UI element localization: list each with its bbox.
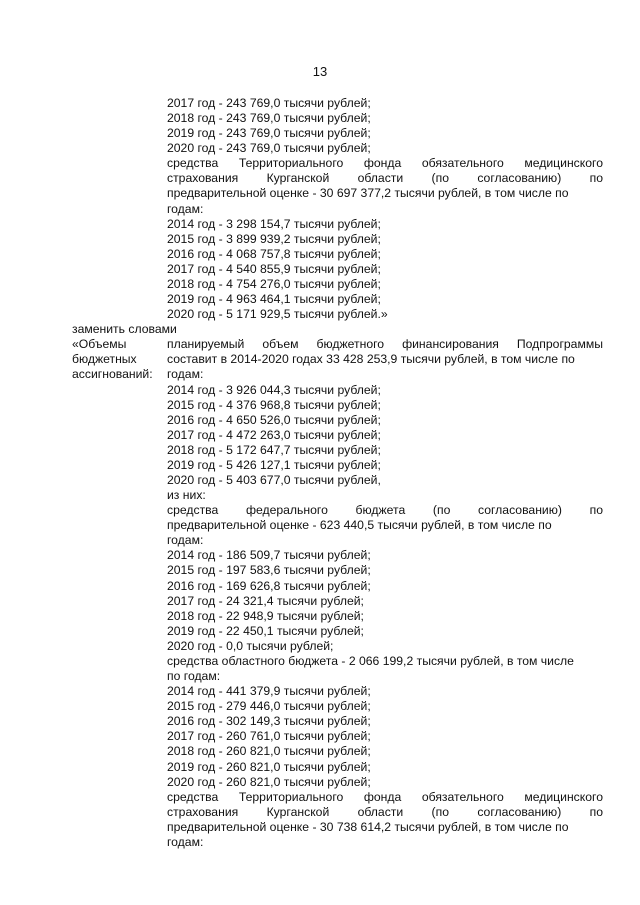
- text-line: 2015 год - 279 446,0 тысячи рублей;: [167, 699, 371, 714]
- word: федерального: [245, 503, 328, 518]
- text-line: 2020 год - 5 171 929,5 тысячи рублей.»: [167, 307, 388, 322]
- word: по: [589, 171, 603, 186]
- text-line: 2019 год - 5 426 127,1 тысячи рублей;: [167, 457, 381, 472]
- word: по: [589, 503, 603, 518]
- word: обязательного: [421, 156, 504, 171]
- justified-text-line: [167, 790, 603, 804]
- text-line: 2019 год - 243 769,0 тысячи рублей;: [167, 126, 371, 141]
- justified-text-line: [167, 171, 603, 185]
- word: страхования: [167, 804, 239, 819]
- text-line: 2019 год - 22 450,1 тысячи рублей;: [167, 623, 364, 638]
- text-line: 2018 год - 4 754 276,0 тысячи рублей;: [167, 276, 381, 291]
- page-number: 13: [312, 64, 328, 79]
- text-line: предварительной оценке - 623 440,5 тысячи рублей, в том числе по: [167, 518, 552, 533]
- text-line: по годам:: [167, 669, 221, 684]
- text-line: предварительной оценке - 30 738 614,2 тысячи рублей, в том числе по: [167, 819, 569, 834]
- word: медицинского: [524, 789, 603, 804]
- text-line: 2015 год - 3 899 939,2 тысячи рублей;: [167, 231, 381, 246]
- word: Территориального: [238, 156, 344, 171]
- word: медицинского: [524, 156, 603, 171]
- row-label: «Объемы: [72, 337, 127, 352]
- text-line: 2015 год - 4 376 968,8 тысячи рублей;: [167, 397, 381, 412]
- row-label: ассигнований:: [72, 367, 153, 382]
- text-line: 2020 год - 0,0 тысячи рублей;: [167, 638, 334, 653]
- row-label: бюджетных: [72, 352, 137, 367]
- text-line: 2017 год - 4 472 263,0 тысячи рублей;: [167, 427, 381, 442]
- text-line: 2016 год - 4 068 757,8 тысячи рублей;: [167, 246, 381, 261]
- text-line: 2019 год - 260 821,0 тысячи рублей;: [167, 759, 371, 774]
- word: (по: [431, 171, 449, 186]
- text-line: 2016 год - 302 149,3 тысячи рублей;: [167, 714, 371, 729]
- text-line: 2020 год - 260 821,0 тысячи рублей;: [167, 774, 371, 789]
- text-line: 2018 год - 22 948,9 тысячи рублей;: [167, 608, 364, 623]
- word: бюджета: [355, 503, 406, 518]
- text-line: составит в 2014-2020 годах 33 428 253,9 тысячи рублей, в том числе по: [167, 352, 575, 367]
- word: Курганской: [266, 171, 330, 186]
- word: согласованию): [477, 804, 562, 819]
- text-line: 2018 год - 5 172 647,7 тысячи рублей;: [167, 442, 381, 457]
- text-line: 2014 год - 441 379,9 тысячи рублей;: [167, 684, 371, 699]
- text-line: средства областного бюджета - 2 066 199,2 тысячи рублей, в том числе: [167, 653, 574, 668]
- text-line: 2018 год - 260 821,0 тысячи рублей;: [167, 744, 371, 759]
- word: согласованию): [478, 503, 562, 518]
- text-line: годам:: [167, 834, 204, 849]
- word: (по: [431, 804, 449, 819]
- justified-text-line: [167, 805, 603, 819]
- text-line: 2014 год - 3 298 154,7 тысячи рублей;: [167, 216, 381, 231]
- text-line: 2016 год - 4 650 526,0 тысячи рублей;: [167, 412, 381, 427]
- section-label: заменить словами: [72, 322, 177, 337]
- text-line: 2017 год - 243 769,0 тысячи рублей;: [167, 96, 371, 110]
- word: планируемый: [167, 337, 245, 352]
- text-line: 2018 год - 243 769,0 тысячи рублей;: [167, 111, 371, 126]
- word: области: [357, 804, 404, 819]
- word: согласованию): [477, 171, 562, 186]
- word: фонда: [363, 789, 402, 804]
- word: средства: [167, 156, 219, 171]
- word: Курганской: [266, 804, 330, 819]
- text-line: 2016 год - 169 626,8 тысячи рублей;: [167, 578, 371, 593]
- word: страхования: [167, 171, 239, 186]
- text-line: 2014 год - 186 509,7 тысячи рублей;: [167, 548, 371, 563]
- text-line: 2014 год - 3 926 044,3 тысячи рублей;: [167, 382, 381, 397]
- word: (по: [432, 503, 451, 518]
- word: области: [357, 171, 404, 186]
- word: Подпрограммы: [516, 337, 603, 352]
- word: финансирования: [402, 337, 499, 352]
- text-line: предварительной оценке - 30 697 377,2 тысячи рублей, в том числе по: [167, 186, 569, 201]
- text-line: 2017 год - 24 321,4 тысячи рублей;: [167, 593, 364, 608]
- text-line: годам:: [167, 201, 204, 216]
- word: бюджетного: [316, 337, 385, 352]
- word: обязательного: [421, 789, 504, 804]
- text-line: 2017 год - 260 761,0 тысячи рублей;: [167, 729, 371, 744]
- word: средства: [167, 503, 219, 518]
- text-line: 2020 год - 5 403 677,0 тысячи рублей,: [167, 473, 381, 487]
- word: средства: [167, 789, 219, 804]
- text-line: 2019 год - 4 963 464,1 тысячи рублей;: [167, 292, 381, 307]
- text-line: 2015 год - 197 583,6 тысячи рублей;: [167, 563, 371, 578]
- text-line: из них:: [167, 488, 206, 503]
- justified-text-line: [167, 337, 603, 351]
- text-line: 2020 год - 243 769,0 тысячи рублей;: [167, 141, 371, 156]
- word: по: [589, 804, 603, 819]
- justified-text-line: [167, 503, 603, 517]
- word: фонда: [363, 156, 402, 171]
- text-line: годам:: [167, 367, 204, 382]
- text-line: годам:: [167, 533, 204, 548]
- word: объем: [262, 337, 299, 352]
- word: Территориального: [238, 789, 344, 804]
- text-line: 2017 год - 4 540 855,9 тысячи рублей;: [167, 261, 381, 276]
- justified-text-line: [167, 156, 603, 170]
